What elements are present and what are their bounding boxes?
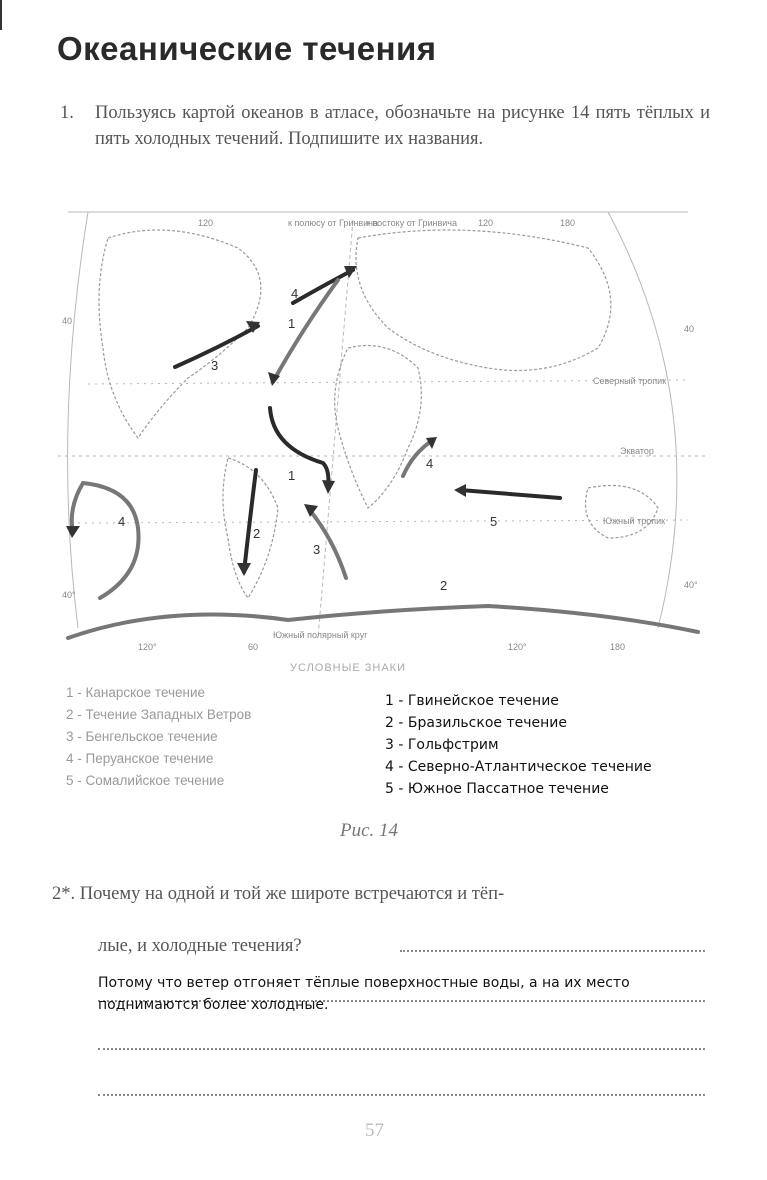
australia-outline (586, 486, 659, 539)
arrowhead (454, 484, 466, 497)
legend-written-item: 2 - Бразильское течение (385, 715, 567, 731)
map-left-meridian-arc (68, 212, 88, 628)
legend-heading: УСЛОВНЫЕ ЗНАКИ (290, 662, 406, 674)
map-current-number: 5 (490, 514, 498, 529)
legend-printed-list (66, 682, 251, 792)
north-america-outline (99, 230, 261, 438)
guinea-current-arrow (270, 408, 328, 488)
map-current-number: 3 (313, 542, 321, 557)
legend-printed-item: 3 - Бенгельское течение (66, 729, 218, 744)
map-current-number: 1 (288, 316, 296, 331)
map-zone-label: Южный тропик (603, 516, 666, 526)
map-current-number: 3 (211, 358, 219, 373)
map-zone-label: Экватор (620, 446, 654, 456)
task-2-text-line2: лые, и холодные течения? (98, 936, 302, 956)
task-1-number: 1. (60, 103, 74, 123)
arrowhead (237, 563, 251, 576)
map-current-number: 1 (288, 468, 296, 483)
arrowhead (322, 480, 335, 494)
africa-outline (335, 346, 422, 509)
brazil-current-arrow (244, 470, 256, 572)
legend-written-item: 1 - Гвинейское течение (385, 693, 559, 709)
map-lat-label: 40 (684, 324, 695, 334)
map-lat-label: 40 (62, 316, 73, 326)
legend-printed-item: 2 - Течение Западных Ветров (66, 707, 252, 722)
figure-caption: Рис. 14 (340, 820, 399, 841)
page-title: Океанические течения (57, 30, 437, 67)
map-top-label: 180 (560, 218, 576, 228)
map-top-label: 120 (478, 218, 494, 228)
map-top-label: 120 (198, 218, 214, 228)
answer-dotted-line (98, 1048, 705, 1050)
map-bottom-label: 120° (138, 642, 157, 652)
map-bottom-label: 60 (248, 642, 259, 652)
map-right-meridian-arc (608, 212, 677, 628)
map-bottom-label: Южный полярный круг (273, 630, 368, 640)
legend-printed-item: 1 - Канарское течение (66, 685, 206, 700)
legend-written-item: 4 - Северно-Атлантическое течение (385, 759, 652, 775)
eurasia-outline (356, 230, 611, 371)
task-2-text-line1: Почему на одной и той же широте встречаются и тёп- (79, 884, 505, 904)
legend-written-list (385, 690, 652, 800)
map-lat-label: 40° (62, 590, 76, 600)
map-bottom-label: 120° (508, 642, 527, 652)
task-2-number: 2*. (52, 884, 76, 904)
map-current-number: 4 (426, 456, 434, 471)
map-top-label: к востоку от Гринвича (366, 218, 457, 228)
map-zone-label: Северный тропик (593, 376, 667, 386)
map-current-number: 4 (118, 514, 126, 529)
world-map-figure (48, 208, 708, 660)
map-current-number: 4 (291, 286, 299, 301)
legend-printed-item: 5 - Сомалийское течение (66, 773, 225, 788)
map-lat-label: 40° (684, 580, 698, 590)
peru-current-arrow (72, 483, 139, 598)
map-current-number: 2 (253, 526, 261, 541)
arrowhead (66, 526, 80, 538)
map-bottom-label: 180 (610, 642, 626, 652)
legend-printed-item: 4 - Перуанское течение (66, 751, 214, 766)
answer-dotted-line (98, 1094, 705, 1096)
page-edge-mark (0, 0, 2, 30)
south-equatorial-current-arrow (460, 490, 560, 498)
map-current-number: 2 (440, 578, 448, 593)
task-1-text: Пользуясь картой океанов в атласе, обозначьте на рисунке 14 пять тёплых и пять холодных течений. Подпишите их названия. (95, 103, 710, 149)
west-wind-drift-arrow (68, 606, 698, 638)
tropic-south-line (78, 520, 688, 523)
task-2-answer: Потому что ветер отгоняет тёплые поверхностные воды, а на их место поднимаются более холодные. (98, 975, 630, 1013)
legend-written-item: 3 - Гольфстрим (385, 737, 499, 753)
answer-dotted-line (400, 950, 705, 952)
task-2-question-line1 (52, 884, 504, 905)
legend-written-item: 5 - Южное Пассатное течение (385, 781, 609, 797)
page-number: 57 (365, 1120, 384, 1141)
map-top-label: к полюсу от Гринвича (288, 218, 378, 228)
